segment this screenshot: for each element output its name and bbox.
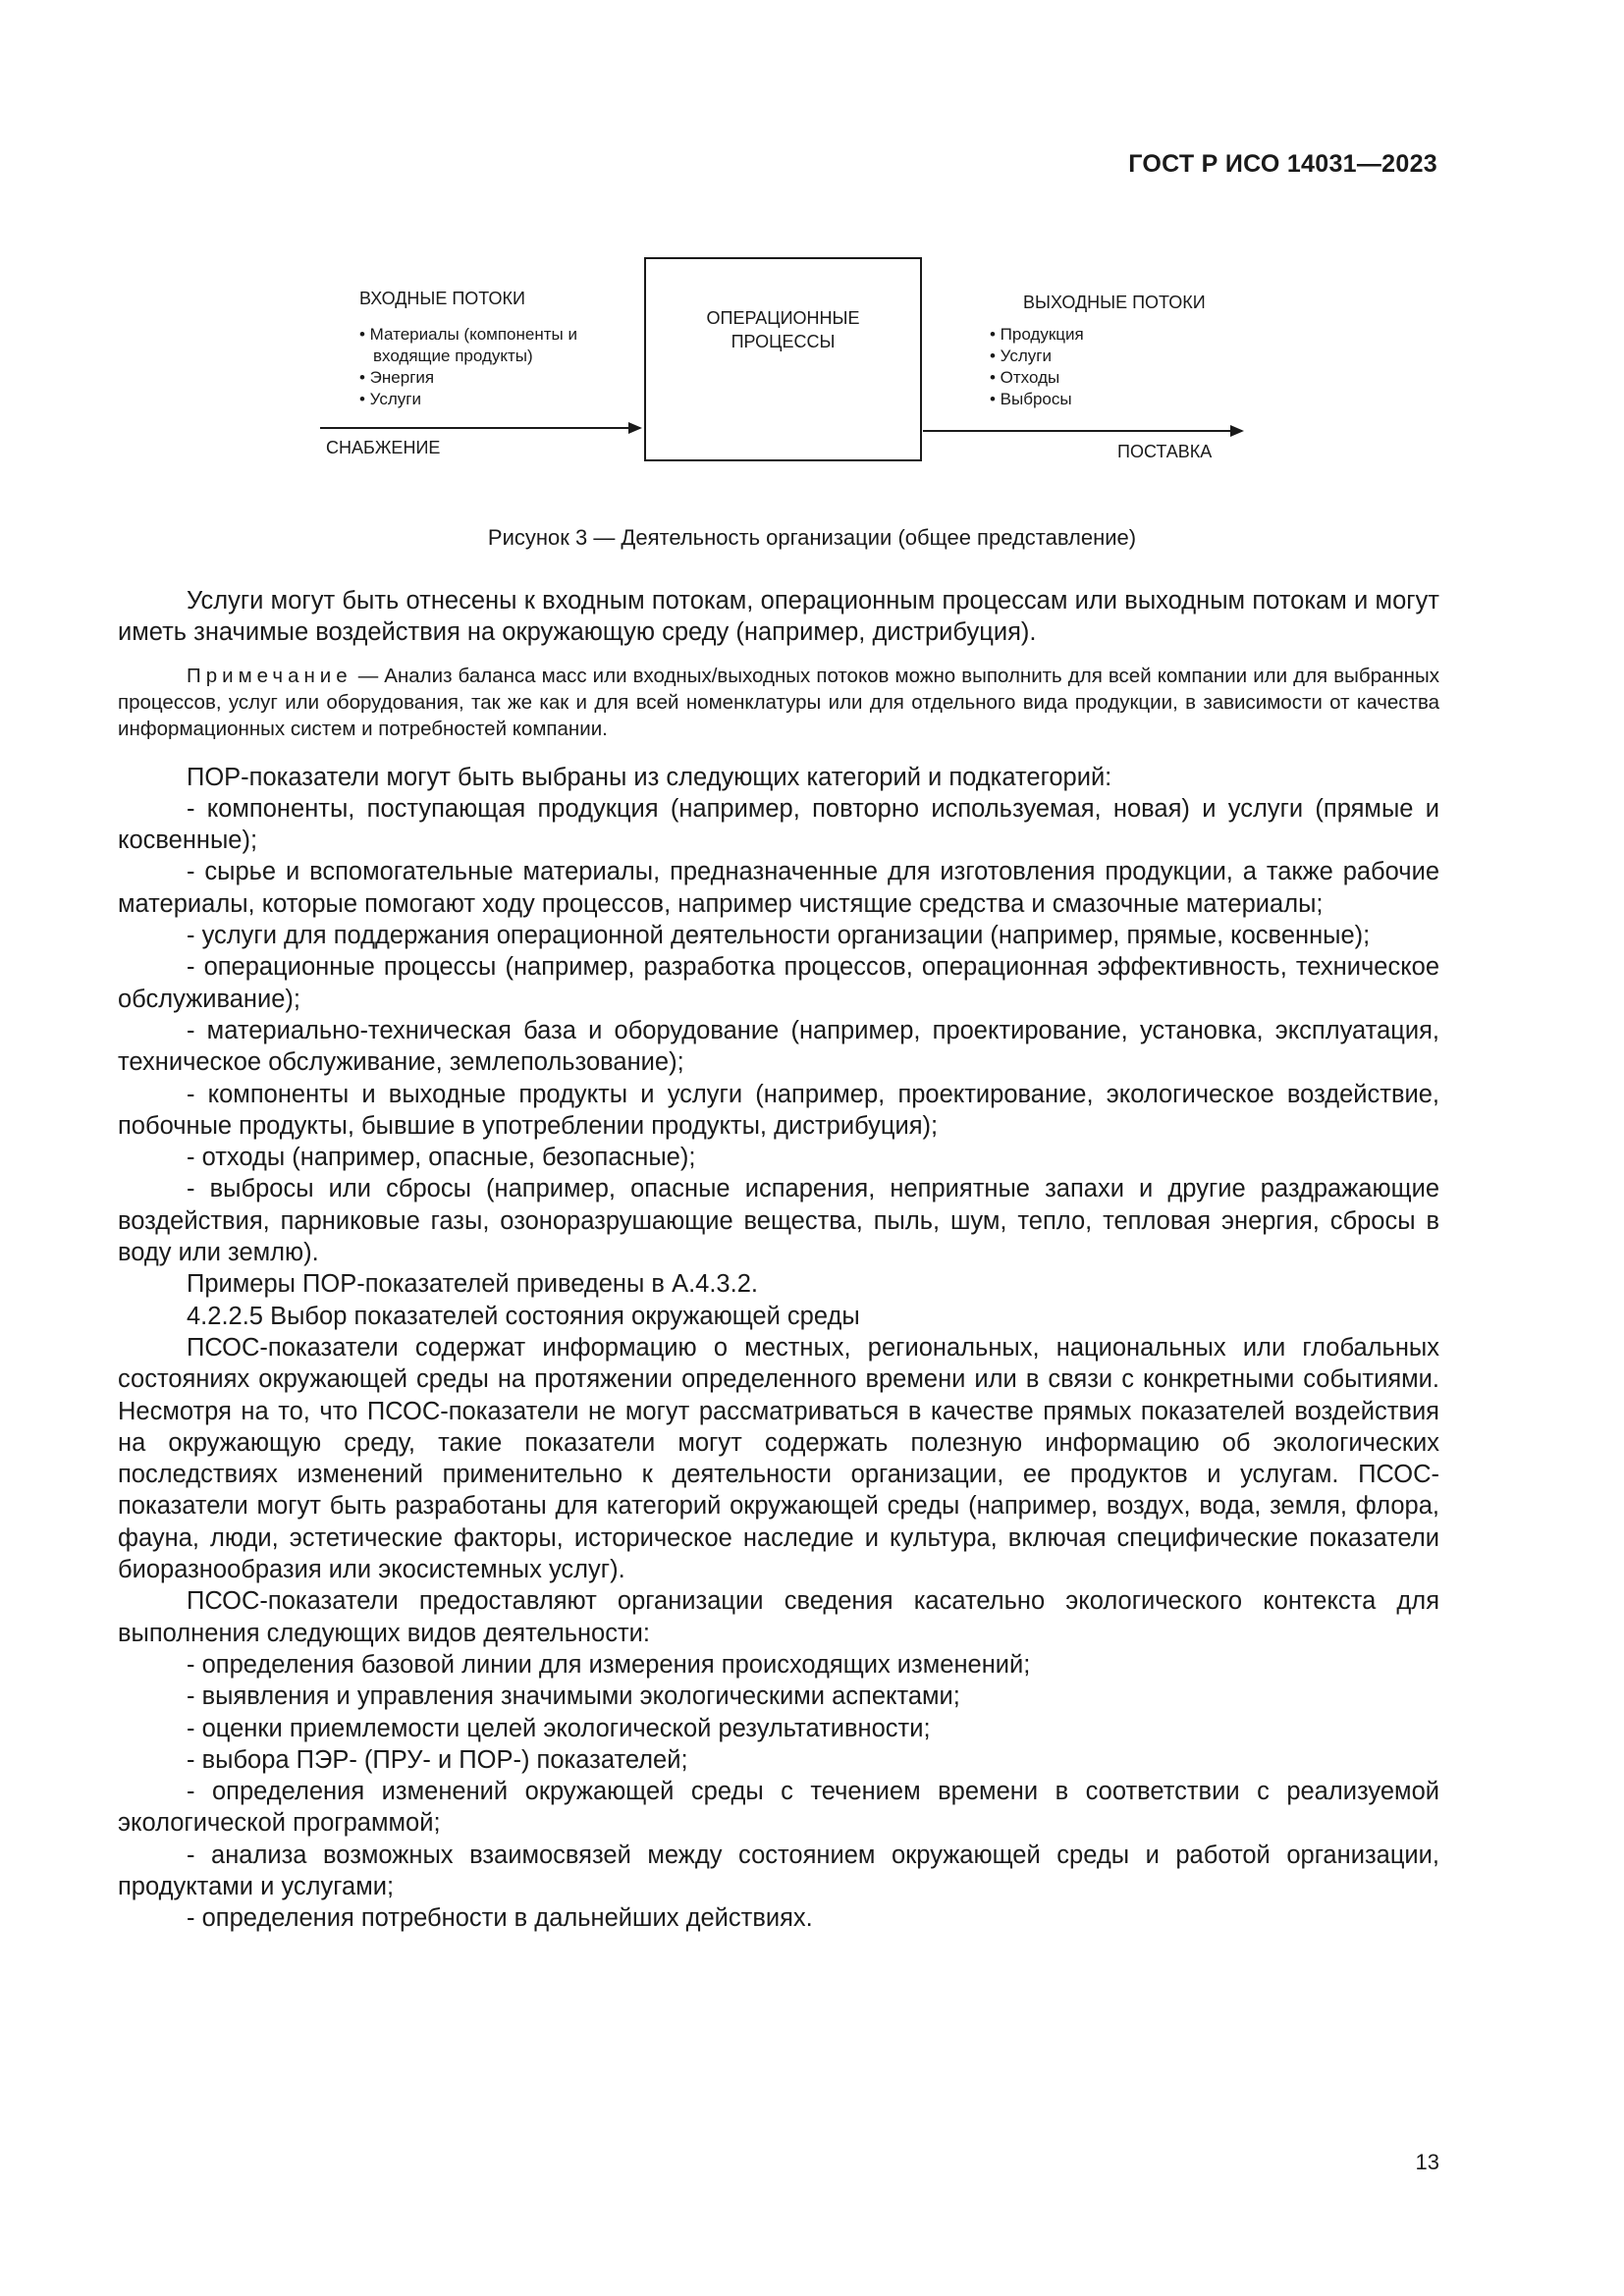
input-item: входящие продукты) <box>373 347 533 365</box>
operational-processes-box <box>644 257 922 461</box>
process-label-line2: ПРОЦЕССЫ <box>731 332 836 351</box>
list-item: - выбросы или сбросы (например, опасные испарения, неприятные запахи и другие раздражающие воздействия, парниковые газы, озоноразрушающие вещества, пыль, шум, тепло, тепловая энергия, сбросы в воду или землю). <box>118 1175 1439 1267</box>
list-item: - определения изменений окружающей среды с течением времени в соответствии с реализуемой экологической программой; <box>118 1778 1439 1838</box>
activity-diagram <box>314 257 1247 471</box>
output-item: • Продукция <box>990 325 1084 344</box>
list-item: - отходы (например, опасные, безопасные); <box>187 1144 696 1172</box>
input-item: • Материалы (компоненты и <box>359 325 577 344</box>
paragraph: Примеры ПОР-показателей приведены в А.4.3.2. <box>187 1270 758 1299</box>
input-flows-list <box>359 324 577 410</box>
output-item: • Отходы <box>990 368 1060 387</box>
list-item: - компоненты и выходные продукты и услуги (например, проектирование, экологическое воздействие, побочные продукты, бывшие в употреблении продукты, дистрибуция); <box>118 1080 1439 1140</box>
list-item: - определения базовой линии для измерения происходящих изменений; <box>187 1650 1031 1679</box>
input-flows-title: ВХОДНЫЕ ПОТОКИ <box>359 289 525 308</box>
section-heading: 4.2.2.5 Выбор показателей состояния окружающей среды <box>187 1302 860 1330</box>
input-item: • Услуги <box>359 390 421 408</box>
list-item: - анализа возможных взаимосвязей между состоянием окружающей среды и работой организации, продуктами и услугами; <box>118 1841 1439 1900</box>
delivery-arrow <box>923 430 1242 432</box>
supply-arrow <box>320 427 640 429</box>
paragraph: ПСОС-показатели содержат информацию о местных, региональных, национальных или глобальных состояниях окружающей среды на протяжении определенного времени или в связи с конкретными событиями. Несмотря на то, что ПСОС-показатели не могут рассматриваться в качестве прямых показателей воздействия на окружающую среду, такие показатели могут содержать полезную информацию об экологических последствиях изменений применительно к деятельности организации, ее продуктов и услугам. ПСОС-показатели могут быть разработаны для категорий окружающей среды (например, воздух, вода, земля, флора, фауна, люди, эстетические факторы, историческое наследие и культура, включая специфические показатели биоразнообразия или экосистемных услуг). <box>118 1333 1439 1584</box>
list-item: - определения потребности в дальнейших действиях. <box>187 1904 813 1933</box>
list-item: - компоненты, поступающая продукция (например, повторно используемая, новая) и услуги (прямые и косвенные); <box>118 794 1439 855</box>
output-flows-list <box>990 324 1084 410</box>
delivery-label: ПОСТАВКА <box>1117 442 1213 461</box>
list-item: - выбора ПЭР- (ПРУ- и ПОР-) показателей; <box>187 1745 688 1774</box>
list-item: - операционные процессы (например, разработка процессов, операционная эффективность, техническое обслуживание); <box>118 953 1439 1013</box>
output-flows-title: ВЫХОДНЫЕ ПОТОКИ <box>1023 293 1206 312</box>
body-text <box>118 585 1439 1935</box>
figure-caption: Рисунок 3 — Деятельность организации (общее представление) <box>487 525 1137 550</box>
paragraph: Услуги могут быть отнесены к входным потокам, операционным процессам или выходным потокам и могут иметь значимые воздействия на окружающую среду (например, дистрибуция). <box>118 587 1439 647</box>
list-item: - оценки приемлемости целей экологической результативности; <box>187 1714 931 1742</box>
note <box>118 663 1439 742</box>
note-label: Примечание <box>187 664 352 687</box>
supply-label: СНАБЖЕНИЕ <box>326 438 441 457</box>
process-label-line1: ОПЕРАЦИОННЫЕ <box>706 308 860 328</box>
paragraph: ПОР-показатели могут быть выбраны из следующих категорий и подкатегорий: <box>187 763 1112 791</box>
output-item: • Услуги <box>990 347 1052 365</box>
note-text: — Анализ баланса масс или входных/выходных потоков можно выполнить для всей компании или для выбранных процессов, услуг или оборудования, так же как и для всей номенклатуры или для отдельного вида продукции, в зависимости от качества информационных систем и потребностей компании. <box>118 664 1439 740</box>
document-header: ГОСТ Р ИСО 14031—2023 <box>1128 150 1437 178</box>
list-item: - сырье и вспомогательные материалы, предназначенные для изготовления продукции, а также рабочие материалы, которые помогают ходу процессов, например чистящие средства и смазочные материалы; <box>118 858 1439 918</box>
list-item: - выявления и управления значимыми экологическими аспектами; <box>187 1682 960 1711</box>
input-item: • Энергия <box>359 368 435 387</box>
list-item: - услуги для поддержания операционной деятельности организации (например, прямые, косвенные); <box>187 922 1371 950</box>
page-number: 13 <box>1415 2150 1439 2174</box>
paragraph: ПСОС-показатели предоставляют организации сведения касательно экологического контекста для выполнения следующих видов деятельности: <box>118 1587 1439 1647</box>
list-item: - материально-техническая база и оборудование (например, проектирование, установка, эксплуатация, техническое обслуживание, землепользование); <box>118 1016 1439 1077</box>
output-item: • Выбросы <box>990 390 1072 408</box>
